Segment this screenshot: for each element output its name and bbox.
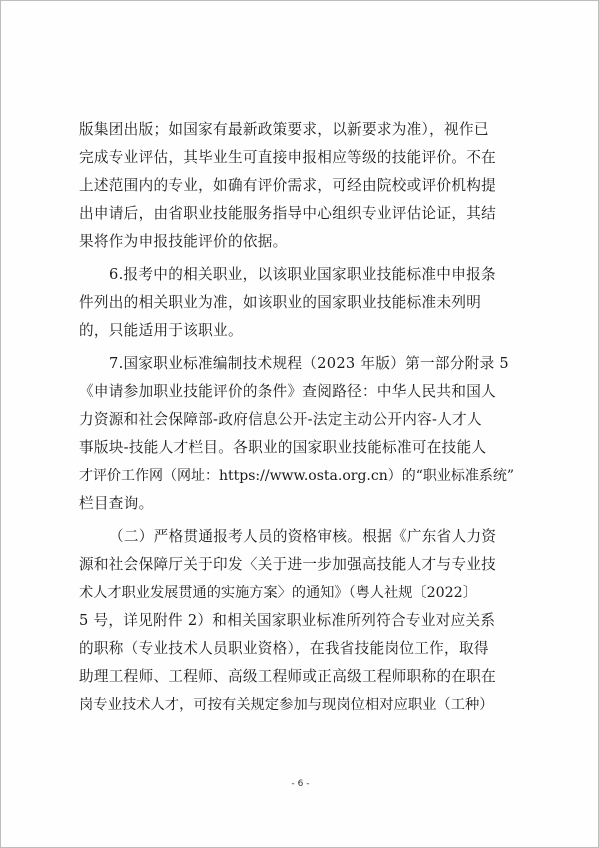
body-line: 岗专业技术人才，可按有关规定参加与现岗位相对应职业（工种）	[79, 697, 494, 713]
body-line: 出申请后，由省职业技能服务指导中心组织专业评估论证，其结	[79, 205, 497, 222]
body-line: 5 号，详见附件 2）和相关国家职业标准所列符合专业对应关系	[79, 612, 496, 629]
body-line: 源和社会保障厅关于印发〈关于进一步加强高技能人才与专业技	[79, 556, 497, 573]
body-line: 果将作为申报技能评价的依据。	[79, 233, 288, 250]
body-line: 的职称（专业技术人员职业资格），在我省技能岗位工作，取得	[79, 640, 489, 657]
body-line: 6.报考中的相关职业，以该职业国家职业技能标准中申报条	[109, 266, 496, 283]
body-line: 事版块-技能人才栏目。各职业的国家职业技能标准可在技能人	[79, 439, 487, 456]
body-line: 栏目查询。	[79, 495, 154, 512]
body-line: 7.国家职业标准编制技术规程（2023 年版）第一部分附录 5	[109, 355, 509, 372]
body-line: 助理工程师、工程师、高级工程师或正高级工程师职称的在职在	[79, 668, 497, 685]
body-line: 力资源和社会保障部-政府信息公开-法定主动公开内容-人才人	[79, 411, 482, 428]
body-line: 版集团出版；如国家有最新政策要求，以新要求为准），视作已	[79, 121, 489, 138]
page-number: - 6 -	[291, 779, 310, 789]
body-line: 上述范围内的专业，如确有评价需求，可经由院校或评价机构提	[79, 177, 497, 194]
body-line: 术人才职业发展贯通的实施方案〉的通知》（粤人社规〔2022〕	[79, 585, 477, 601]
body-line: 的，只能适用于该职业。	[79, 322, 243, 339]
body-line: （二）严格贯通报考人员的资格审核。根据《广东省人力资	[109, 528, 497, 545]
body-line: 《申请参加职业技能评价的条件》查阅路径：中华人民共和国人	[79, 383, 497, 400]
body-line: 完成专业评估，其毕业生可直接申报相应等级的技能评价。不在	[79, 149, 497, 166]
body-line: 件列出的相关职业为准，如该职业的国家职业技能标准未列明	[79, 294, 482, 311]
body-line: 才评价工作网（网址：https://www.osta.org.cn）的“职业标准系统”	[79, 468, 515, 484]
